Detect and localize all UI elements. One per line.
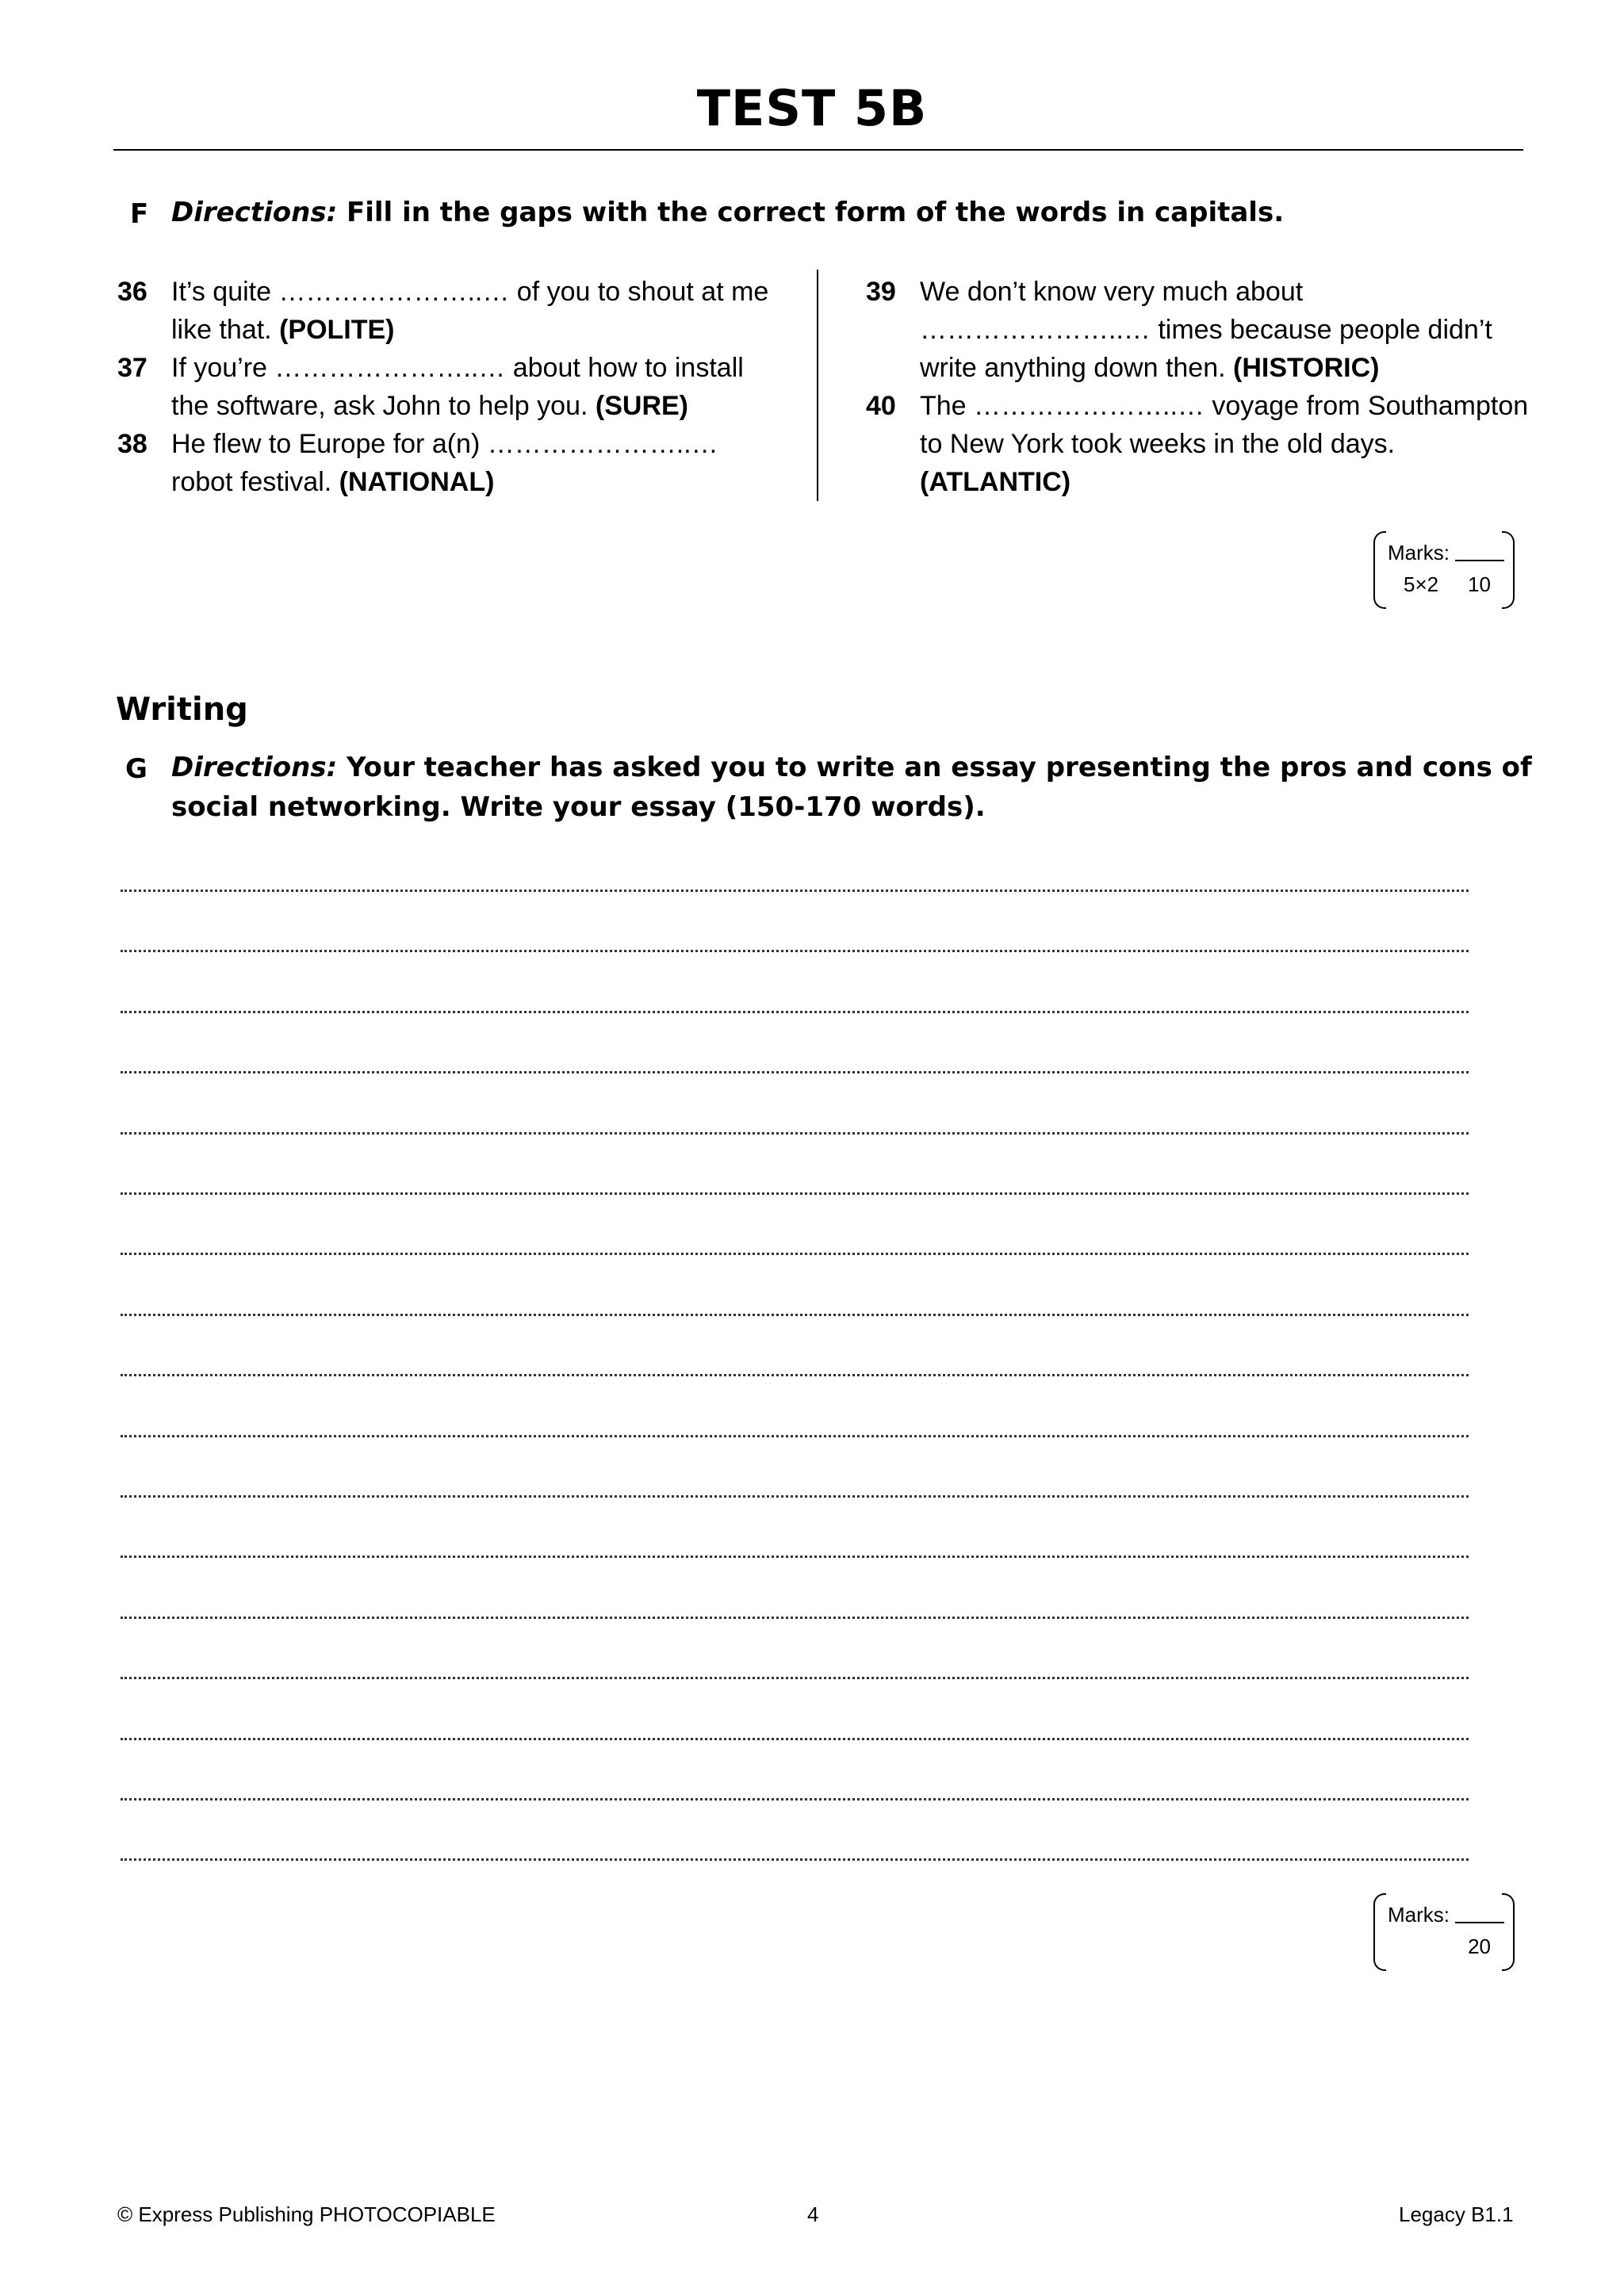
- column-divider: [817, 270, 818, 501]
- question-39: [866, 273, 1548, 387]
- marks-label: Marks:: [1388, 1903, 1450, 1927]
- question-number: 38: [117, 429, 147, 459]
- bracket-left: [1373, 531, 1386, 609]
- directions-label: Directions:: [171, 197, 338, 228]
- writing-line[interactable]: [121, 1435, 1469, 1437]
- question-text-cont: like that. (POLITE): [171, 315, 395, 345]
- question-text-cont: write anything down then. (HISTORIC): [920, 353, 1380, 383]
- footer-copyright: © Express Publishing PHOTOCOPIABLE: [117, 2202, 496, 2226]
- writing-line[interactable]: [121, 950, 1469, 952]
- section-g-directions: [171, 748, 1532, 786]
- question-text: We don’t know very much about: [920, 277, 1304, 307]
- question-text-cont: [920, 463, 1071, 501]
- section-f-letter: F: [130, 198, 149, 230]
- writing-line[interactable]: [121, 1011, 1469, 1013]
- bracket-left: [1373, 1893, 1386, 1971]
- section-f-directions: [171, 193, 1284, 232]
- question-text-cont: robot festival. (NATIONAL): [171, 467, 495, 497]
- marks-box-writing: [1373, 1893, 1515, 1971]
- capital-word: (SURE): [595, 391, 688, 421]
- question-text-cont: the software, ask John to help you. (SURE): [171, 391, 688, 421]
- question-text-cont: to New York took weeks in the old days.: [920, 429, 1396, 459]
- writing-heading: Writing: [116, 691, 248, 728]
- marks-multiplier: 5×2: [1404, 572, 1439, 596]
- writing-line[interactable]: [121, 1798, 1469, 1800]
- capital-word: (POLITE): [279, 315, 395, 345]
- writing-line[interactable]: [121, 1738, 1469, 1740]
- directions-text: Fill in the gaps with the correct form of the words in capitals.: [347, 197, 1285, 228]
- writing-line[interactable]: [121, 1253, 1469, 1255]
- marks-blank[interactable]: [1455, 560, 1504, 561]
- writing-line[interactable]: [121, 1617, 1469, 1619]
- bracket-right: [1502, 1893, 1515, 1971]
- marks-total: 10: [1468, 572, 1491, 596]
- writing-line[interactable]: [121, 1677, 1469, 1679]
- title-divider: [113, 149, 1523, 151]
- capital-word: (HISTORIC): [1233, 353, 1380, 383]
- writing-line[interactable]: [121, 1132, 1469, 1135]
- marks-box-section-f: [1373, 531, 1515, 609]
- question-36: [117, 273, 799, 349]
- question-text: The …………………..… voyage from Southampton: [920, 391, 1529, 421]
- question-number: 40: [866, 391, 896, 421]
- question-number: 36: [117, 277, 147, 307]
- writing-line[interactable]: [121, 1556, 1469, 1558]
- capital-word: (NATIONAL): [339, 467, 495, 497]
- writing-line[interactable]: [121, 1314, 1469, 1316]
- directions-label: Directions:: [171, 752, 338, 783]
- marks-label: Marks:: [1388, 541, 1450, 564]
- writing-line[interactable]: [121, 1374, 1469, 1376]
- question-number: 37: [117, 353, 147, 383]
- page-title: TEST 5B: [696, 79, 928, 137]
- writing-line[interactable]: [121, 1071, 1469, 1073]
- writing-line[interactable]: [121, 890, 1469, 892]
- question-text-cont: …………………..… times because people didn’t: [920, 315, 1492, 345]
- marks-blank[interactable]: [1455, 1922, 1504, 1923]
- question-text: If you’re …………………..… about how to install: [171, 353, 744, 383]
- bracket-right: [1502, 531, 1515, 609]
- marks-total: 20: [1468, 1934, 1491, 1958]
- question-37: [117, 349, 799, 425]
- question-38: [117, 425, 799, 501]
- question-number: 39: [866, 277, 896, 307]
- question-40: [866, 387, 1548, 501]
- question-text: He flew to Europe for a(n) …………………..…: [171, 429, 718, 459]
- writing-line[interactable]: [121, 1192, 1469, 1195]
- directions-text: Your teacher has asked you to write an essay presenting the pros and cons of: [347, 752, 1532, 783]
- footer-page-number: 4: [807, 2202, 819, 2226]
- writing-line[interactable]: [121, 1495, 1469, 1498]
- writing-line[interactable]: [121, 1858, 1469, 1861]
- section-g-letter: G: [125, 753, 147, 785]
- capital-word: (ATLANTIC): [920, 467, 1071, 497]
- footer-book-title: Legacy B1.1: [1399, 2202, 1514, 2226]
- section-g-directions-cont: social networking. Write your essay (150-170 words).: [171, 791, 986, 823]
- question-text: It’s quite …………………..… of you to shout at me: [171, 277, 769, 307]
